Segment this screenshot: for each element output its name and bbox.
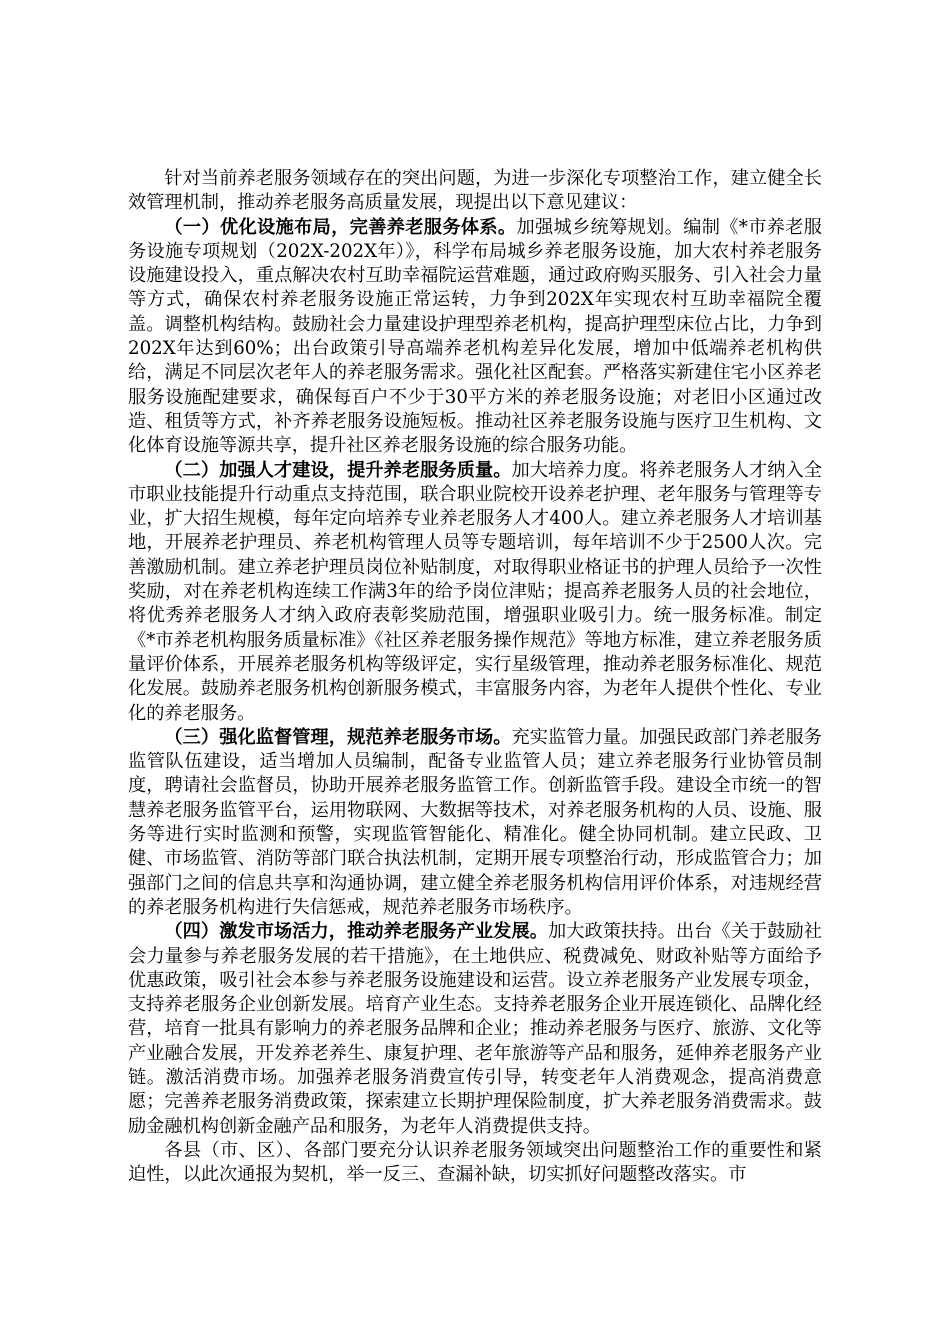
intro-paragraph: 针对当前养老服务领域存在的突出问题，为进一步深化专项整治工作，建立健全长效管理机制，推动养老服务高质量发展，现提出以下意见建议： bbox=[128, 168, 822, 214]
document-body bbox=[128, 167, 822, 1187]
section-1-heading: （一）优化设施布局，完善养老服务体系。 bbox=[164, 216, 517, 238]
section-2-paragraph bbox=[128, 459, 822, 726]
section-3-body: 充实监管力量。加强民政部门养老服务监管队伍建设，适当增加人员编制，配备专业监管人员；建立养老服务行业协管员制度，聘请社会监督员，协助开展养老服务监管工作。创新监管手段。建设全市统一的智慧养老服务监管平台，运用物联网、大数据等技术，对养老服务机构的人员、设施、服务等进行实时监测和预警，实现监管智能化、精准化。健全协同机制。建立民政、卫健、市场监管、消防等部门联合执法机制，定期开展专项整治行动，形成监管合力；加强部门之间的信息共享和沟通协调，建立健全养老服务机构信用评价体系，对违规经营的养老服务机构进行失信惩戒，规范养老服务市场秩序。 bbox=[128, 726, 822, 918]
closing-paragraph: 各县（市、区）、各部门要充分认识养老服务领域突出问题整治工作的重要性和紧迫性，以此次通报为契机，举一反三、查漏补缺，切实抓好问题整改落实。市 bbox=[128, 1139, 822, 1186]
section-3-heading: （三）强化监督管理，规范养老服务市场。 bbox=[164, 726, 512, 748]
section-1-body: 加强城乡统筹规划。编制《*市养老服务设施专项规划（202X-202X年）》，科学布局城乡养老服务设施，加大农村养老服务设施建设投入，重点解决农村互助幸福院运营难题，通过政府购买服务、引入社会力量等方式，确保农村养老服务设施正常运转，力争到202X年实现农村互助幸福院全覆盖。调整机构结构。鼓励社会力量建设护理型养老机构，提高护理型床位占比，力争到202X年达到60%；出台政策引导高端养老机构差异化发展，增加中低端养老机构供给，满足不同层次老年人的养老服务需求。强化社区配套。严格落实新建住宅小区养老服务设施配建要求，确保每百户不少于30平方米的养老服务设施；对老旧小区通过改造、租赁等方式，补齐养老服务设施短板。推动社区养老服务设施与医疗卫生机构、文化体育设施等源共享，提升社区养老服务设施的综合服务功能。 bbox=[128, 216, 822, 457]
section-3-paragraph bbox=[128, 726, 822, 920]
section-4-heading: （四）激发市场活力，推动养老服务产业发展。 bbox=[164, 921, 549, 943]
section-2-body: 加大培养力度。将养老服务人才纳入全市职业技能提升行动重点支持范围，联合职业院校开设养老护理、老年服务与管理等专业，扩大招生规模，每年定向培养专业养老服务人才400人。建立养老服务人才培训基地，开展养老护理员、养老机构管理人员等专题培训，每年培训不少于2500人次。完善激励机制。建立养老护理员岗位补贴制度，对取得职业格证书的护理人员给予一次性奖励，对在养老机构连续工作满3年的给予岗位津贴；提高养老服务人员的社会地位，将优秀养老服务人才纳入政府表彰奖励范围，增强职业吸引力。统一服务标准。制定《*市养老机构服务质量标准》《社区养老服务操作规范》等地方标准，建立养老服务质量评价体系，开展养老服务机构等级评定，实行星级管理，推动养老服务标准化、规范化发展。鼓励养老服务机构创新服务模式，丰富服务内容，为老年人提供个性化、专业化的养老服务。 bbox=[128, 459, 822, 724]
section-1-paragraph bbox=[128, 216, 822, 459]
section-4-body: 加大政策扶持。出台《关于鼓励社会力量参与养老服务发展的若干措施》，在土地供应、税费减免、财政补贴等方面给予优惠政策，吸引社会本参与养老服务设施建设和运营。设立养老服务产业发展专项金，支持养老服务企业创新发展。培育产业生态。支持养老服务企业开展连锁化、品牌化经营，培育一批具有影响力的养老服务品牌和企业；推动养老服务与医疗、旅游、文化等产业融合发展，开发养老养生、康复护理、老年旅游等产品和服务，延伸养老服务产业链。激活消费市场。加强养老服务消费宣传引导，转变老年人消费观念，提高消费意愿；完善养老服务消费政策，探索建立长期护理保险制度，扩大养老服务消费需求。鼓励金融机构创新金融产品和服务，为老年人消费提供支持。 bbox=[128, 921, 822, 1137]
section-4-paragraph bbox=[128, 920, 822, 1139]
section-2-heading: （二）加强人才建设，提升养老服务质量。 bbox=[164, 459, 512, 481]
